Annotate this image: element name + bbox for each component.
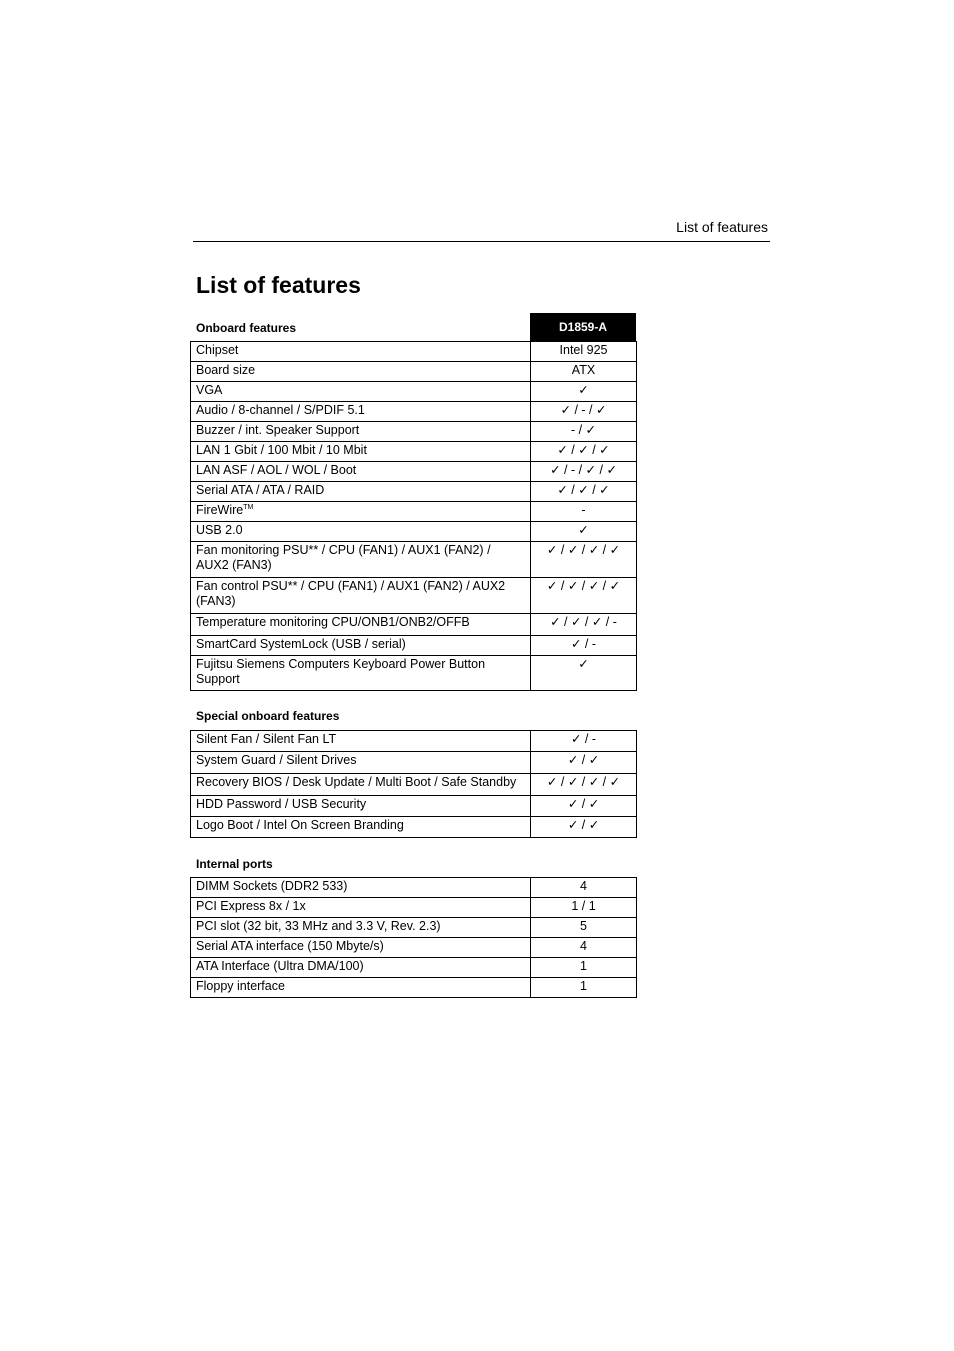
- feature-cell: [191, 382, 531, 402]
- value-cell: ✓ / - / ✓: [531, 402, 637, 422]
- value-cell: 4: [531, 878, 637, 898]
- feature-label: Logo Boot / Intel On Screen Branding: [196, 818, 404, 832]
- feature-label: Temperature monitoring CPU/ONB1/ONB2/OFFB: [196, 615, 470, 629]
- table-row: [191, 442, 637, 462]
- feature-cell: [191, 752, 531, 774]
- table-row: [191, 918, 637, 938]
- feature-cell: [191, 402, 531, 422]
- feature-cell: [191, 442, 531, 462]
- special-features-table: [190, 730, 637, 838]
- feature-cell: [191, 636, 531, 656]
- value-cell: ✓ / ✓ / ✓ / -: [531, 614, 637, 636]
- value-cell: ✓: [531, 656, 637, 691]
- feature-cell: [191, 482, 531, 502]
- feature-label: VGA: [196, 383, 223, 397]
- table-row: [191, 898, 637, 918]
- internal-ports-label: Internal ports: [196, 857, 273, 871]
- table-row: [191, 817, 637, 838]
- onboard-features-label: Onboard features: [196, 321, 297, 335]
- model-header: D1859-A: [530, 313, 636, 341]
- table-row: [191, 578, 637, 614]
- feature-label: Audio / 8-channel / S/PDIF 5.1: [196, 403, 365, 417]
- value-cell: ✓ / ✓ / ✓ / ✓: [531, 578, 637, 614]
- value-cell: ✓ / ✓ / ✓: [531, 442, 637, 462]
- table-row: [191, 362, 637, 382]
- special-features-label: Special onboard features: [196, 709, 340, 723]
- value-cell: ✓: [531, 382, 637, 402]
- table-row: [191, 636, 637, 656]
- table-row: [191, 731, 637, 752]
- value-cell: 4: [531, 938, 637, 958]
- feature-cell: [191, 978, 531, 998]
- feature-cell: [191, 542, 531, 578]
- table-row: [191, 796, 637, 817]
- value-cell: ATX: [531, 362, 637, 382]
- feature-label: SmartCard SystemLock (USB / serial): [196, 637, 406, 651]
- table-row: [191, 342, 637, 362]
- table-row: [191, 978, 637, 998]
- value-cell: 1: [531, 978, 637, 998]
- feature-label: Serial ATA interface (150 Mbyte/s): [196, 939, 384, 953]
- value-cell: ✓ / -: [531, 731, 637, 752]
- feature-cell: [191, 522, 531, 542]
- feature-label: LAN 1 Gbit / 100 Mbit / 10 Mbit: [196, 443, 367, 457]
- onboard-features-table: [190, 341, 637, 691]
- table-row: [191, 542, 637, 578]
- table-row: [191, 878, 637, 898]
- feature-label: Fan monitoring PSU** / CPU (FAN1) / AUX1 (FAN2) / AUX2 (FAN3): [196, 543, 491, 572]
- value-cell: ✓ / ✓ / ✓ / ✓: [531, 542, 637, 578]
- feature-cell: [191, 817, 531, 838]
- feature-label: Silent Fan / Silent Fan LT: [196, 732, 337, 746]
- feature-label: Serial ATA / ATA / RAID: [196, 483, 325, 497]
- value-cell: ✓ / ✓: [531, 796, 637, 817]
- internal-ports-table: [190, 877, 637, 998]
- feature-label: Board size: [196, 363, 256, 377]
- feature-cell: [191, 422, 531, 442]
- value-cell: 5: [531, 918, 637, 938]
- value-cell: Intel 925: [531, 342, 637, 362]
- page-title: List of features: [196, 272, 361, 298]
- feature-label: PCI Express 8x / 1x: [196, 899, 306, 913]
- value-cell: ✓ / - / ✓ / ✓: [531, 462, 637, 482]
- value-cell: ✓: [531, 522, 637, 542]
- table-row: [191, 656, 637, 691]
- feature-cell: [191, 958, 531, 978]
- value-cell: ✓ / ✓: [531, 817, 637, 838]
- feature-cell: [191, 502, 531, 522]
- value-cell: 1 / 1: [531, 898, 637, 918]
- trademark-mark: TM: [243, 504, 254, 511]
- feature-cell: [191, 462, 531, 482]
- value-cell: - / ✓: [531, 422, 637, 442]
- table-row: [191, 752, 637, 774]
- feature-cell: [191, 578, 531, 614]
- feature-label: Floppy interface: [196, 979, 285, 993]
- feature-cell: [191, 796, 531, 817]
- table-row: [191, 958, 637, 978]
- value-cell: ✓ / ✓ / ✓: [531, 482, 637, 502]
- table-row: [191, 938, 637, 958]
- table-row: [191, 422, 637, 442]
- running-header: List of features: [676, 219, 768, 235]
- feature-cell: [191, 774, 531, 796]
- feature-label: ATA Interface (Ultra DMA/100): [196, 959, 364, 973]
- feature-cell: [191, 362, 531, 382]
- feature-cell: [191, 878, 531, 898]
- feature-label: DIMM Sockets (DDR2 533): [196, 879, 348, 893]
- feature-label: Fan control PSU** / CPU (FAN1) / AUX1 (FAN2) / AUX2 (FAN3): [196, 579, 506, 608]
- feature-label: FireWire: [196, 503, 244, 517]
- feature-cell: [191, 614, 531, 636]
- feature-label: PCI slot (32 bit, 33 MHz and 3.3 V, Rev. 2.3): [196, 919, 441, 933]
- feature-cell: [191, 656, 531, 691]
- table-row: [191, 502, 637, 522]
- value-cell: 1: [531, 958, 637, 978]
- feature-label: Chipset: [196, 343, 239, 357]
- table-row: [191, 382, 637, 402]
- feature-label: System Guard / Silent Drives: [196, 753, 357, 767]
- feature-label: Fujitsu Siemens Computers Keyboard Power Button Support: [196, 657, 486, 686]
- table-row: [191, 774, 637, 796]
- header-rule: [193, 241, 770, 242]
- feature-label: USB 2.0: [196, 523, 243, 537]
- feature-cell: [191, 342, 531, 362]
- feature-cell: [191, 938, 531, 958]
- feature-label: Recovery BIOS / Desk Update / Multi Boot / Safe Standby: [196, 775, 517, 789]
- value-cell: ✓ / ✓: [531, 752, 637, 774]
- feature-cell: [191, 918, 531, 938]
- feature-label: LAN ASF / AOL / WOL / Boot: [196, 463, 357, 477]
- value-cell: ✓ / ✓ / ✓ / ✓: [531, 774, 637, 796]
- feature-label: Buzzer / int. Speaker Support: [196, 423, 360, 437]
- table-row: [191, 522, 637, 542]
- feature-cell: [191, 731, 531, 752]
- feature-label: HDD Password / USB Security: [196, 797, 367, 811]
- value-cell: -: [531, 502, 637, 522]
- feature-cell: [191, 898, 531, 918]
- table-row: [191, 402, 637, 422]
- table-row: [191, 614, 637, 636]
- table-row: [191, 462, 637, 482]
- value-cell: ✓ / -: [531, 636, 637, 656]
- table-row: [191, 482, 637, 502]
